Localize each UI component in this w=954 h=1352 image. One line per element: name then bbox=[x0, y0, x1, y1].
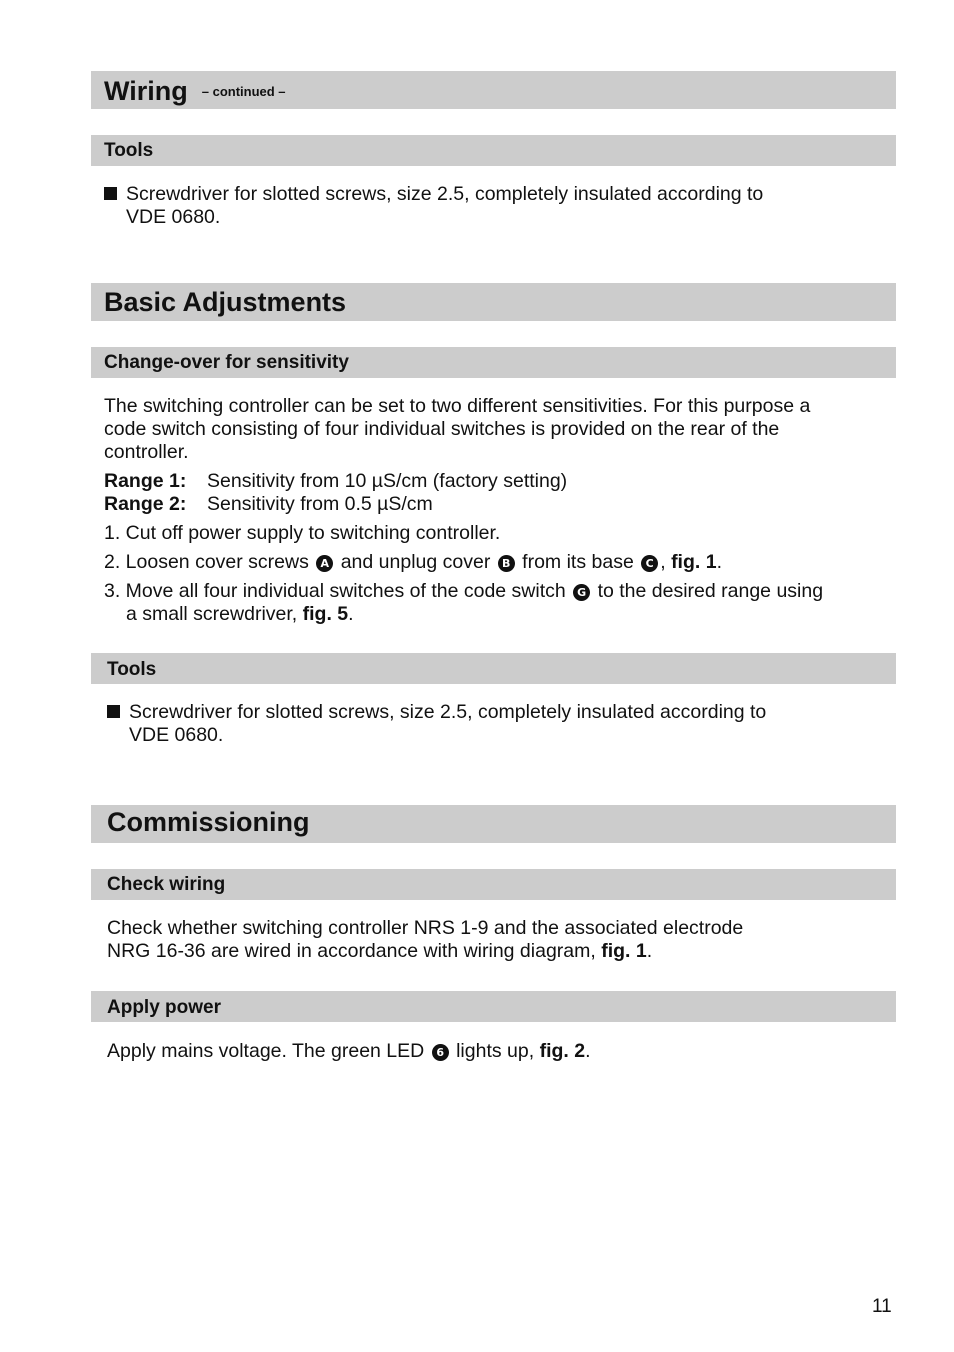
subsection-title-apply-power: Apply power bbox=[107, 997, 222, 1018]
fig-ref: fig. 1 bbox=[601, 940, 647, 962]
range-list: Range 1: Sensitivity from 10 µS/cm (factory setting) Range 2: Sensitivity from 0.5 µS/cm bbox=[104, 470, 568, 515]
subsection-bar-tools-2 bbox=[91, 653, 896, 684]
marker-6-icon: 6 bbox=[432, 1044, 449, 1061]
marker-b-icon: B bbox=[498, 555, 515, 572]
step-2: 2. Loosen cover screws A and unplug cover B from its base C , fig. 1. bbox=[104, 551, 722, 573]
section-title-commissioning: Commissioning bbox=[107, 807, 310, 837]
tools-list-1: Screwdriver for slotted screws, size 2.5, completely insulated according to VDE 0680. bbox=[104, 183, 763, 229]
section-title-wiring bbox=[104, 78, 286, 105]
subsection-title-tools-2: Tools bbox=[107, 659, 157, 680]
step-1: 1. Cut off power supply to switching controller. bbox=[104, 522, 501, 544]
subsection-title-check-wiring: Check wiring bbox=[107, 874, 226, 895]
subsection-title-changeover: Change-over for sensitivity bbox=[104, 352, 349, 373]
page-number: 11 bbox=[872, 1296, 892, 1317]
square-bullet-icon bbox=[104, 187, 117, 200]
section-title-basic: Basic Adjustments bbox=[104, 287, 347, 317]
marker-c-icon: C bbox=[641, 555, 658, 572]
fig-ref: fig. 2 bbox=[539, 1040, 586, 1062]
fig-ref: fig. 1 bbox=[671, 551, 717, 573]
subsection-title-tools-1: Tools bbox=[104, 140, 154, 161]
wiring-subtitle: – continued – bbox=[201, 84, 286, 99]
marker-g-icon: G bbox=[573, 584, 590, 601]
fig-ref: fig. 5 bbox=[302, 603, 349, 625]
subsection-bar-tools-1 bbox=[91, 135, 896, 166]
check-wiring-text: Check whether switching controller NRS 1-9 and the associated electrode NRG 16-36 are wired in accordance with wiring diagram, fig. 1. bbox=[107, 917, 744, 962]
changeover-intro: The switching controller can be set to two different sensitivities. For this purpose a code switch consisting of four individual switches is provided on the rear of the controller. bbox=[104, 395, 811, 463]
tools-list-2: Screwdriver for slotted screws, size 2.5, completely insulated according to VDE 0680. bbox=[107, 701, 766, 747]
square-bullet-icon bbox=[107, 705, 120, 718]
wiring-title: Wiring bbox=[104, 76, 188, 106]
step-3: 3. Move all four individual switches of the code switch G to the desired range using a small screwdriver, fig. 5. bbox=[104, 580, 824, 625]
apply-power-text: Apply mains voltage. The green LED 6 lights up, fig. 2. bbox=[107, 1040, 591, 1062]
marker-a-icon: A bbox=[316, 555, 333, 572]
